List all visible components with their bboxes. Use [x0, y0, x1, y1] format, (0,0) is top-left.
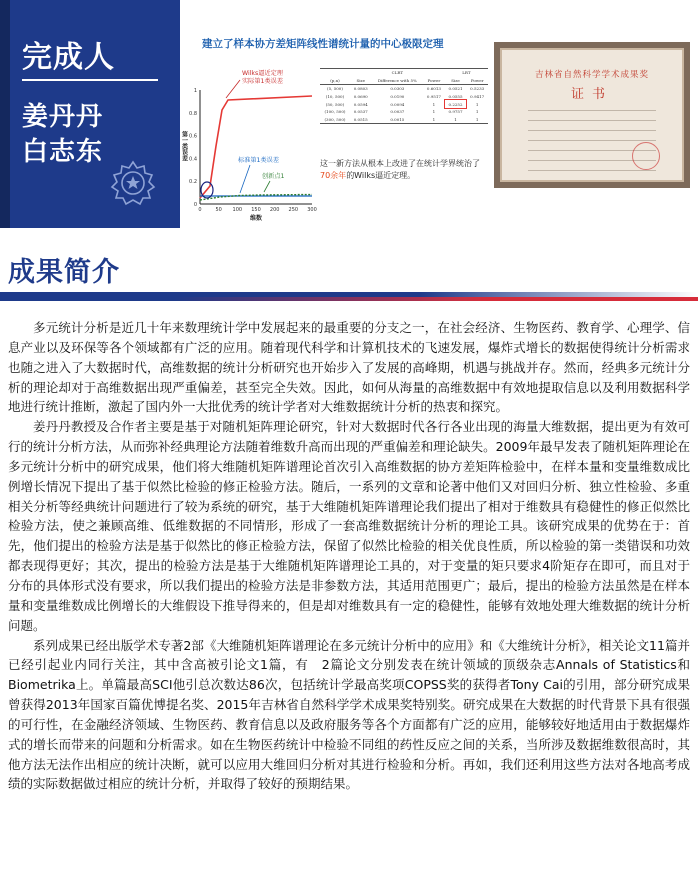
annotation-innovation: 创新点1: [262, 173, 285, 180]
table-column-header: Difference with 5%: [372, 77, 424, 85]
table-cell: 0.0803: [353, 86, 368, 92]
y-tick-label: 0.6: [189, 133, 197, 140]
table-cell: 0.0594: [353, 101, 368, 107]
table-cell: 0.0521: [448, 86, 463, 92]
x-tick-label: 0: [198, 207, 202, 213]
table-column-header: Size: [350, 77, 372, 85]
caption-text: 的Wilks逼近定理。: [346, 170, 416, 180]
body-paragraph: 系列成果已经出版学术专著2部《大维随机矩阵谱理论在多元统计分析中的应用》和《大维统计分析》，相关论文11篇并已经引起业内同行关注，其中含高被引论文1篇，有 2篇论文分别发表在统计领域的顶级杂志Annals of Statistics和Biometrika上。单篇最高SCI他引总次数达86次，包括统计学最高奖项COPSS奖的获得者Tony Cai的引用，部分研究成果曾获得2013年国家百篇优博提名奖、2015年吉林省自然科学学术成果奖特别奖。研究成果在大数据的时代背景下具有很强的可行性，在金融经济领域、生物医药、教育信息以及政府服务等各个方面都有广泛的应用，能够较好地适用由于数据爆炸式的增长而带来的问题和分析需求。如在生物医药统计中检验不同组的药性反应之间的关系，当所涉及数据维数很高时，其他方法无法作出相应的统计决断，就可以应用大维回归分析对其进行检验和分析。再如，我们还利用这些方法对各地高考成绩的实际数据做过相应的统计分析，并取得了较好的预期结果。: [8, 637, 690, 792]
body-paragraph: 多元统计分析是近几十年来数理统计学中发展起来的最重要的分支之一，在社会经济、生物医药、教育学、心理学、信息产业以及环保等各个领域都有广泛的应用。随着现代科学和计算机技术的飞速发展，爆炸式增长的数据使得统计分析需求也随之进入了大数据时代，高维数据的统计分析研究也开始步入了发展的高峰期，机遇与挑战并存。然而，经典多元统计分析的理论却对于高维数据出现严重偏差，甚至完全失效。因此，如何从海量的高维数据中有效地提取信息以及利用数据科学地进行统计推断，激起了国内外一大批优秀的统计学者对大维数据统计分析的热衷和探究。: [8, 320, 690, 415]
table-row: [320, 116, 488, 124]
section-heading: 成果简介: [8, 257, 120, 288]
heading-underline-bar: [0, 292, 698, 301]
table-cell: 0.0515: [350, 116, 372, 124]
table-cell: 1: [432, 101, 436, 107]
comparison-table: [320, 68, 488, 124]
table-column-header: Power: [423, 77, 445, 85]
certificate-title: 证书: [570, 87, 613, 102]
actual-error-curve: [200, 96, 312, 198]
table-cell: 1: [466, 116, 488, 124]
table-row: [320, 100, 488, 108]
table-cell: 1: [475, 109, 479, 115]
x-tick-label: 50: [215, 207, 222, 213]
y-tick-label: 0.8: [189, 110, 197, 117]
type-one-error-plot: [180, 28, 320, 228]
medal-icon: [110, 160, 156, 206]
author-panel: [0, 0, 180, 228]
table-cell: 0.0190: [390, 94, 405, 100]
award-certificate-photo: [494, 42, 690, 188]
x-tick-label: 300: [307, 207, 317, 213]
table-cell: 0.0303: [390, 86, 405, 92]
table-row: [320, 93, 488, 101]
figure-title: 建立了样本协方差矩阵线性谱统计量的中心极限定理: [202, 38, 444, 50]
table-cell: 0.0094: [390, 101, 405, 107]
x-tick-label: 100: [232, 207, 243, 213]
table-cell: 1: [423, 116, 445, 124]
table-cell: 0.0015: [372, 116, 424, 124]
table-cell: 0.0037: [390, 109, 405, 115]
table-cell-highlighted: 0.2252: [445, 100, 467, 108]
author-name: 姜丹丹: [22, 102, 104, 132]
table-cell: 0.9757: [448, 109, 463, 115]
table-cell: 0.0690: [353, 94, 368, 100]
table-cell: (300, 500): [320, 116, 350, 124]
x-tick-label: 200: [269, 207, 280, 213]
table-cell: 0.6013: [426, 86, 441, 92]
caption-text: 这一新方法从根本上改进了在统计学界统治了: [320, 159, 480, 168]
panel-divider: [22, 79, 158, 81]
body-paragraph: 姜丹丹教授及合作者主要是基于对随机矩阵理论研究，针对大数据时代各行各业出现的海量大维数据，提出更为有效可行的统计分析方法，从而弥补经典理论方法随着维数升高而出现的严重偏差和理论缺失。2009年最早发表了随机矩阵理论在多元统计分析中的研究成果，他们将大维随机矩阵谱理论首次引入高维数据的协方差矩阵检验中，在样本量和变量维数成比例增长情况下提出了基于似然比检验的修正检验方法。随后，一系列的文章和论著中他们又对回归分析、独立性检验、多重相关分析等经典统计问题进行了较为系统的研究，基于大维随机矩阵谱理论我们提出了相对于维数具有稳健性的修正似然比检验方法，使之兼顾高维、低维数据的不同情形，形成了一套高维数据统计分析的理论工具。该研究成果的优势在于：首先，他们提出的检验方法是基于似然比的修正检验方法，保留了似然比检验的相关优良性质，所以检验的第一类错误和功效都表现得更好；其次，提出的检验方法是基于大维随机矩阵谱理论工具的，对于变量的矩只要求4阶矩存在即可，而且对于分布的具体形式没有要求，所以我们提出的检验方法是非参数方法，其适用范围更广；最后，提出的检验方法虽然是在样本量和变量维数成比例增长的大维假设下推导得来的，但是却对维数具有一定的稳健性，能够有效地处理大维数据的统计分析问题。: [8, 419, 690, 633]
x-tick-label: 150: [251, 207, 261, 213]
certificate-paper: [500, 48, 684, 182]
table-group-header: CLRT: [350, 69, 445, 77]
table-cell: (100, 500): [324, 109, 346, 115]
y-axis-label: 第一类误差: [180, 131, 188, 161]
innovation-curve: [200, 195, 312, 201]
table-cell: (5, 500): [327, 86, 343, 92]
panel-title: 完成人: [22, 40, 115, 75]
table-cell: (50, 500): [325, 101, 345, 107]
certificate-header: 吉林省自然科学学术成果奖: [534, 70, 649, 80]
summary-body: [8, 318, 690, 794]
author-name: 白志东: [22, 137, 104, 167]
y-tick-label: 1: [193, 88, 197, 94]
y-tick-label: 0.4: [189, 156, 197, 163]
table-row: [320, 108, 488, 116]
annotation-standard: 标准第1类误差: [238, 157, 280, 164]
annotation-wilks: Wilks逼近定理: [242, 70, 283, 77]
table-cell: 0.9517: [426, 94, 441, 100]
table-column-header: Size: [445, 77, 467, 85]
table-group-header: LRT: [445, 69, 488, 77]
table-cell: 0.9417: [470, 94, 485, 100]
figure-caption: [320, 158, 485, 181]
table-cell: 1: [432, 109, 436, 115]
x-axis-label: 维数: [249, 215, 263, 222]
result-figure: [180, 28, 488, 228]
panel-accent-strip: [0, 0, 10, 228]
table-cell: 0.0555: [448, 94, 463, 100]
seal-icon: [632, 142, 660, 170]
table-group-spacer: [320, 69, 350, 77]
y-tick-label: 0.2: [189, 179, 197, 186]
y-tick-label: 0: [193, 202, 197, 208]
x-tick-label: 250: [288, 207, 299, 213]
table-row: [320, 85, 488, 93]
table-cell: 1: [475, 101, 479, 107]
table-column-header: (p,n): [320, 77, 350, 85]
annotation-actual: 实际第1类误差: [242, 78, 284, 85]
table-cell: 0.0537: [353, 109, 368, 115]
table-cell: 1: [445, 116, 467, 124]
table-column-header: Power: [466, 77, 488, 85]
table-cell: (10, 500): [325, 94, 345, 100]
table-cell: 0.5233: [470, 86, 485, 92]
caption-highlight: 70余年: [320, 170, 347, 180]
